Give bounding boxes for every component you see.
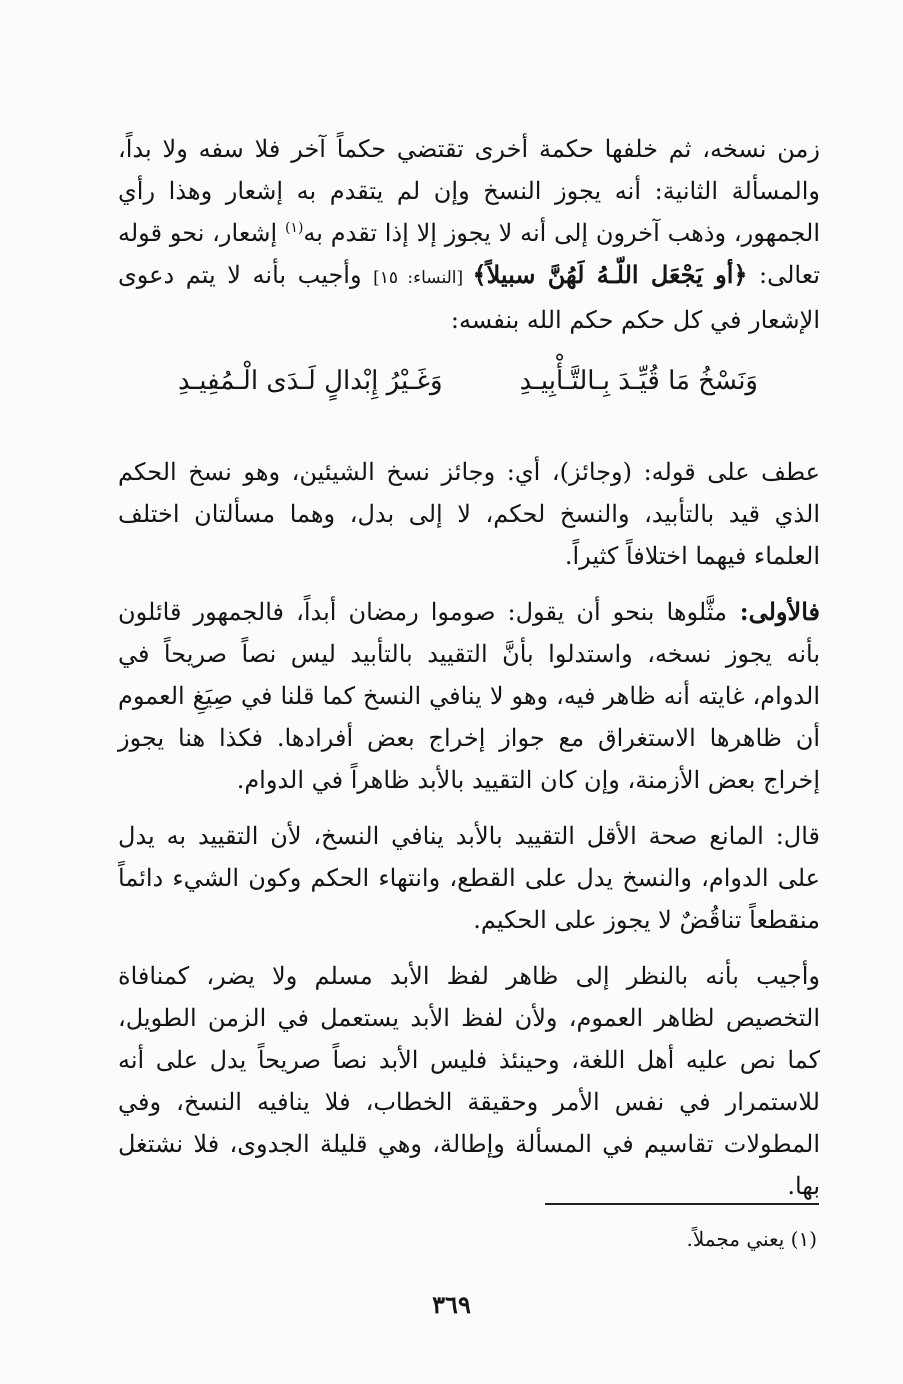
- paragraph-1-text: زمن نسخه، ثم خلفها حكمة أخرى تقتضي حكماً آخر فلا سفه ولا بداً، والمسألة الثانية: أنه يجوز النسخ وإن لم يتقدم به إشعار وهذا رأي الجمهور، وذهب آخرون إلى أنه لا يجوز إلا إذا تقدم به: [118, 135, 820, 247]
- paragraph-4-text: قال: المانع صحة الأقل التقييد بالأبد ينافي النسخ، لأن التقييد به يدل على الدوام، والنسخ يدل على القطع، وانتهاء الحكم وكون الشيء دائماً منقطعاً تناقُضٌ لا يجوز على الحكيم.: [118, 822, 820, 934]
- paragraph-1-text: وأجيب بأنه لا يتم دعوى الإشعار في كل حكم حكم الله بنفسه:: [118, 261, 820, 334]
- page-body: [118, 128, 820, 1215]
- paragraph-2-text: عطف على قوله: (وجائز)، أي: وجائز نسخ الشيئين، وهو نسخ الحكم الذي قيد بالتأبيد، والنسخ لحكم، لا إلى بدل، وهما مسألتان اختلف العلماء فيهما اختلافاً كثيراً.: [118, 458, 820, 570]
- verse-first-hemistich: وَنَسْخُ مَا قُيِّـدَ بِـالتَّـأْبِيـدِ: [519, 366, 758, 396]
- paragraph-2: [118, 451, 820, 577]
- verse-second-hemistich: وَغَـيْرُ إِبْدالٍ لَـدَى الْـمُفِيـدِ: [178, 366, 443, 396]
- paragraph-5-text: وأجيب بأنه بالنظر إلى ظاهر لفظ الأبد مسلم ولا يضر، كمنافاة التخصيص لظاهر العموم، ولأن لفظ الأبد يستعمل في الزمن الطويل، كما نص عليه أهل اللغة، وحينئذ فليس الأبد نصاً صريحاً يدل على أنه للاستمرار في نفس الأمر وحقيقة الخطاب، فلا ينافيه النسخ، وفي المطولات تقاسيم في المسألة وإطالة، وهي قليلة الجدوى، فلا نشتغل بها.: [118, 962, 820, 1200]
- paragraph-3: [118, 591, 820, 801]
- paragraph-1-text: إشعار، نحو قوله تعالى:: [118, 219, 820, 289]
- paragraph-3-lead: فالأولى:: [726, 597, 820, 626]
- paragraph-5: [118, 955, 820, 1207]
- paragraph-4: [118, 815, 820, 941]
- poetry-verse: [118, 351, 820, 411]
- footnote: (١) يعني مجملاً.: [686, 1227, 817, 1251]
- footnote-separator: [545, 1203, 819, 1205]
- quran-citation: [النساء: ١٥]: [373, 268, 473, 288]
- paragraph-3-text: مثَّلوها بنحو أن يقول: صوموا رمضان أبداً، فالجمهور قائلون بأنه يجوز نسخه، واستدلوا بأنَّ التقييد بالتأبيد ليس نصاً صريحاً في الدوام، غايته أنه ظاهر فيه، وهو لا ينافي النسخ كما قلنا في صِيَغِ العموم أن ظاهرها الاستغراق مع جواز إخراج بعض أفرادها. فكذا هنا يجوز إخراج بعض الأزمنة، وإن كان التقييد بالأبد ظاهراً في الدوام.: [118, 598, 821, 794]
- footnote-reference[interactable]: (١): [284, 220, 304, 236]
- page-number: ٣٦٩: [432, 1290, 471, 1319]
- quran-quote: ﴿أو يَجْعَل اللّـهُ لَهُنَّ سبيلاً﴾: [472, 260, 748, 289]
- paragraph-1: [118, 128, 820, 341]
